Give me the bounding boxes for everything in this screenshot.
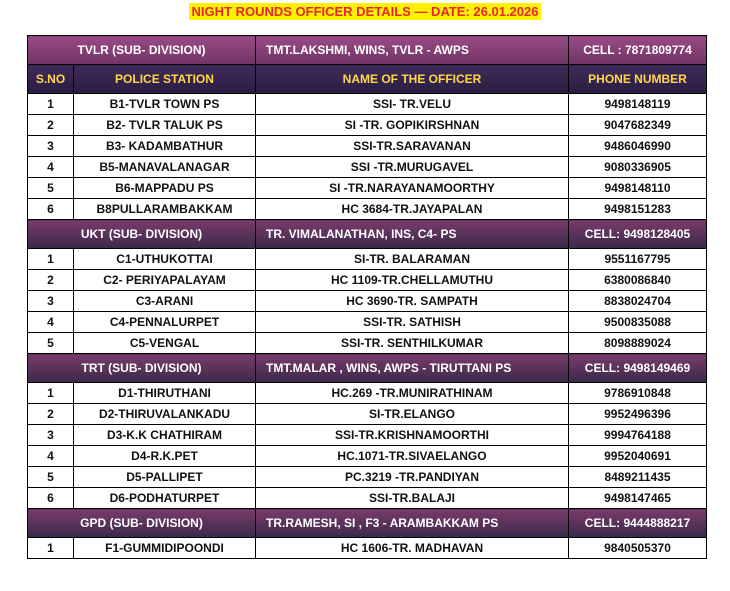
phone-number: 9994764188	[569, 425, 707, 446]
phone-number: 8098889024	[569, 333, 707, 354]
officer-name: SSI-TR.BALAJI	[256, 488, 569, 509]
table-row	[28, 94, 707, 115]
division-officer: TR.RAMESH, SI , F3 - ARAMBAKKAM PS	[256, 509, 569, 538]
officer-name: SI -TR. GOPIKIRSHNAN	[256, 115, 569, 136]
officer-name: SSI- TR.VELU	[256, 94, 569, 115]
table-row	[28, 178, 707, 199]
division-header-row	[28, 220, 707, 249]
phone-number: 9786910848	[569, 383, 707, 404]
police-station: D5-PALLIPET	[74, 467, 256, 488]
table-row	[28, 333, 707, 354]
col-officer-header: NAME OF THE OFFICER	[256, 65, 569, 94]
police-station: B3- KADAMBATHUR	[74, 136, 256, 157]
police-station: D3-K.K CHATHIRAM	[74, 425, 256, 446]
officer-name: SSI-TR.KRISHNAMOORTHI	[256, 425, 569, 446]
table-row	[28, 115, 707, 136]
table-row	[28, 270, 707, 291]
phone-number: 9500835088	[569, 312, 707, 333]
phone-number: 9047682349	[569, 115, 707, 136]
division-cell: CELL: 9444888217	[569, 509, 707, 538]
officer-name: SSI-TR. SENTHILKUMAR	[256, 333, 569, 354]
table-row	[28, 404, 707, 425]
table-row	[28, 383, 707, 404]
police-station: B5-MANAVALANAGAR	[74, 157, 256, 178]
column-header-row	[28, 65, 707, 94]
serial-number: 6	[28, 199, 74, 220]
phone-number: 9498151283	[569, 199, 707, 220]
police-station: B6-MAPPADU PS	[74, 178, 256, 199]
division-header-row	[28, 354, 707, 383]
division-header-row	[28, 509, 707, 538]
officer-name: HC 1606-TR. MADHAVAN	[256, 538, 569, 559]
officer-name: SSI -TR.MURUGAVEL	[256, 157, 569, 178]
police-station: D6-PODHATURPET	[74, 488, 256, 509]
officer-name: HC 3690-TR. SAMPATH	[256, 291, 569, 312]
phone-number: 9498147465	[569, 488, 707, 509]
officer-name: SSI-TR. SATHISH	[256, 312, 569, 333]
serial-number: 1	[28, 538, 74, 559]
police-station: C5-VENGAL	[74, 333, 256, 354]
table-row	[28, 136, 707, 157]
phone-number: 9498148119	[569, 94, 707, 115]
police-station: D1-THIRUTHANI	[74, 383, 256, 404]
table-row	[28, 249, 707, 270]
officer-name: SI-TR. BALARAMAN	[256, 249, 569, 270]
serial-number: 3	[28, 136, 74, 157]
police-station: F1-GUMMIDIPOONDI	[74, 538, 256, 559]
police-station: C1-UTHUKOTTAI	[74, 249, 256, 270]
officer-name: PC.3219 -TR.PANDIYAN	[256, 467, 569, 488]
serial-number: 4	[28, 157, 74, 178]
division-name: GPD (SUB- DIVISION)	[28, 509, 256, 538]
table-row	[28, 157, 707, 178]
police-station: B1-TVLR TOWN PS	[74, 94, 256, 115]
serial-number: 4	[28, 312, 74, 333]
police-station: D2-THIRUVALANKADU	[74, 404, 256, 425]
police-station: B8PULLARAMBAKKAM	[74, 199, 256, 220]
phone-number: 9952496396	[569, 404, 707, 425]
serial-number: 2	[28, 115, 74, 136]
phone-number: 9952040691	[569, 446, 707, 467]
division-name: TRT (SUB- DIVISION)	[28, 354, 256, 383]
division-cell: CELL: 9498149469	[569, 354, 707, 383]
division-officer: TR. VIMALANATHAN, INS, C4- PS	[256, 220, 569, 249]
table-row	[28, 312, 707, 333]
serial-number: 1	[28, 249, 74, 270]
serial-number: 2	[28, 404, 74, 425]
serial-number: 4	[28, 446, 74, 467]
phone-number: 9551167795	[569, 249, 707, 270]
police-station: D4-R.K.PET	[74, 446, 256, 467]
officer-table	[27, 35, 707, 559]
police-station: C2- PERIYAPALAYAM	[74, 270, 256, 291]
col-sno-header: S.NO	[28, 65, 74, 94]
officer-name: HC 1109-TR.CHELLAMUTHU	[256, 270, 569, 291]
table-row	[28, 425, 707, 446]
phone-number: 8489211435	[569, 467, 707, 488]
phone-number: 9486046990	[569, 136, 707, 157]
police-station: C3-ARANI	[74, 291, 256, 312]
officer-name: HC 3684-TR.JAYAPALAN	[256, 199, 569, 220]
serial-number: 1	[28, 383, 74, 404]
page-title	[0, 0, 730, 26]
division-cell: CELL : 7871809774	[569, 36, 707, 65]
col-station-header: POLICE STATION	[74, 65, 256, 94]
phone-number: 9840505370	[569, 538, 707, 559]
division-officer: TMT.MALAR , WINS, AWPS - TIRUTTANI PS	[256, 354, 569, 383]
phone-number: 8838024704	[569, 291, 707, 312]
police-station: B2- TVLR TALUK PS	[74, 115, 256, 136]
officer-name: HC.1071-TR.SIVAELANGO	[256, 446, 569, 467]
table-row	[28, 467, 707, 488]
division-officer: TMT.LAKSHMI, WINS, TVLR - AWPS	[256, 36, 569, 65]
division-header-row	[28, 36, 707, 65]
officer-name: SSI-TR.SARAVANAN	[256, 136, 569, 157]
table-row	[28, 538, 707, 559]
serial-number: 3	[28, 291, 74, 312]
title-text: NIGHT ROUNDS OFFICER DETAILS — DATE: 26.01.2026	[189, 3, 542, 20]
officer-name: SI-TR.ELANGO	[256, 404, 569, 425]
phone-number: 9498148110	[569, 178, 707, 199]
serial-number: 2	[28, 270, 74, 291]
table-row	[28, 488, 707, 509]
col-phone-header: PHONE NUMBER	[569, 65, 707, 94]
phone-number: 6380086840	[569, 270, 707, 291]
police-station: C4-PENNALURPET	[74, 312, 256, 333]
serial-number: 5	[28, 333, 74, 354]
serial-number: 5	[28, 467, 74, 488]
table-row	[28, 291, 707, 312]
division-name: TVLR (SUB- DIVISION)	[28, 36, 256, 65]
serial-number: 5	[28, 178, 74, 199]
officer-name: SI -TR.NARAYANAMOORTHY	[256, 178, 569, 199]
table-row	[28, 446, 707, 467]
officer-name: HC.269 -TR.MUNIRATHINAM	[256, 383, 569, 404]
division-name: UKT (SUB- DIVISION)	[28, 220, 256, 249]
table-row	[28, 199, 707, 220]
division-cell: CELL: 9498128405	[569, 220, 707, 249]
serial-number: 6	[28, 488, 74, 509]
phone-number: 9080336905	[569, 157, 707, 178]
serial-number: 3	[28, 425, 74, 446]
serial-number: 1	[28, 94, 74, 115]
